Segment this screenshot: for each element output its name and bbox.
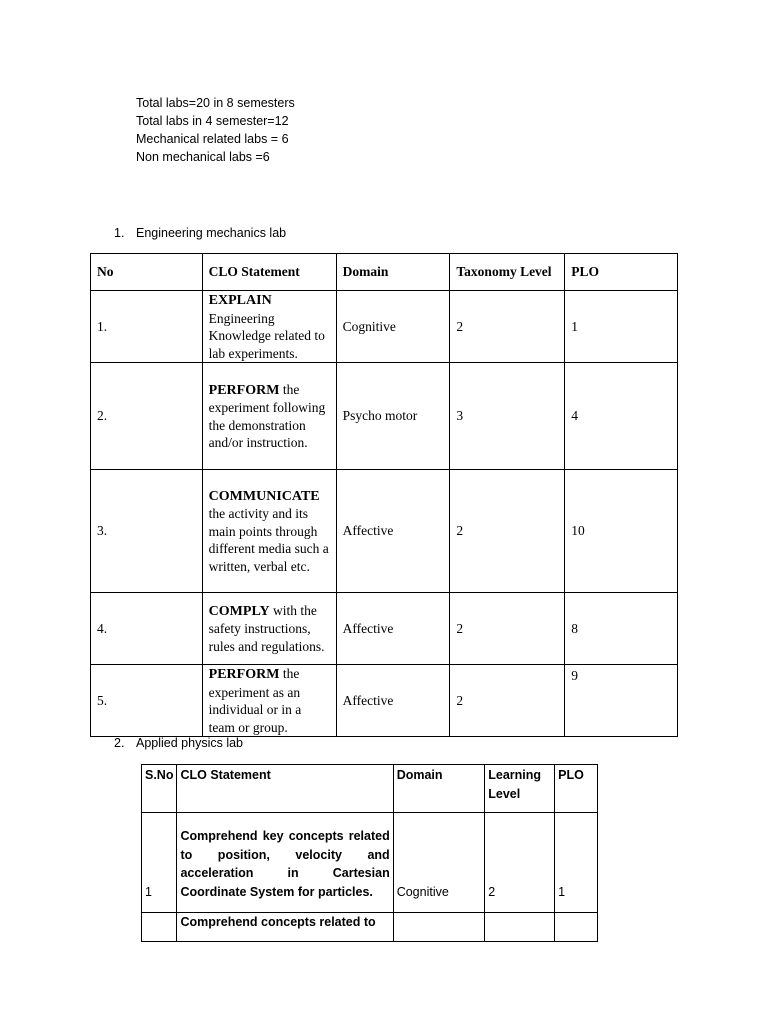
table-row: [91, 291, 678, 363]
statement-text: the experiment as an individual or in a team or group.: [208, 666, 302, 735]
statement-text: the activity and its main points through different media such a written, verbal etc.: [208, 506, 329, 574]
clo-statement: [202, 593, 336, 665]
row-number: 1: [142, 813, 177, 913]
row-number: 5.: [91, 665, 203, 737]
plo-cell: 8: [565, 593, 678, 665]
section-title: Engineering mechanics lab: [136, 226, 287, 240]
column-header: Domain: [393, 765, 485, 813]
column-header: Taxonomy Level: [450, 254, 565, 291]
domain-cell: Cognitive: [336, 291, 450, 363]
summary-line: Non mechanical labs =6: [136, 150, 270, 164]
level-cell: 2: [450, 665, 565, 737]
row-number: 4.: [91, 593, 203, 665]
column-header: CLO Statement: [202, 254, 336, 291]
summary-line: Mechanical related labs = 6: [136, 132, 289, 146]
clo-statement: Comprehend concepts related to: [177, 913, 393, 942]
section-heading-engineering-mechanics: [114, 226, 286, 240]
plo-cell: 10: [565, 470, 678, 593]
table-row: [91, 363, 678, 470]
domain-cell: [393, 913, 485, 942]
action-verb: PERFORM: [208, 382, 280, 398]
table-row: [142, 913, 598, 942]
level-cell: 2: [450, 593, 565, 665]
action-verb: PERFORM: [208, 667, 280, 682]
clo-statement: Comprehend key concepts related to position, velocity and acceleration in Cartesian Coordinate System for particles.: [177, 813, 393, 913]
lab-summary: [136, 94, 295, 166]
table-row: [91, 470, 678, 593]
engineering-mechanics-clo-table: [90, 253, 678, 737]
domain-cell: Cognitive: [393, 813, 485, 913]
plo-cell: [555, 913, 598, 942]
domain-cell: Affective: [336, 470, 450, 593]
statement-text: with the safety instructions, rules and regulations.: [208, 602, 325, 654]
level-cell: [485, 913, 555, 942]
column-header: S.No: [142, 765, 177, 813]
row-number: 2.: [91, 363, 203, 470]
section-heading-applied-physics: [114, 736, 243, 750]
row-number: 3.: [91, 470, 203, 593]
level-cell: 2: [450, 470, 565, 593]
plo-cell: 4: [565, 363, 678, 470]
action-verb: COMMUNICATE: [208, 488, 320, 504]
column-header: Learning Level: [485, 765, 555, 813]
domain-cell: Affective: [336, 593, 450, 665]
row-number: 1.: [91, 291, 203, 363]
domain-cell: Affective: [336, 665, 450, 737]
column-header: PLO: [565, 254, 678, 291]
summary-line: Total labs in 4 semester=12: [136, 114, 289, 128]
section-number: 1.: [114, 226, 125, 240]
clo-statement: [202, 665, 336, 737]
plo-cell: 9: [565, 665, 678, 737]
clo-statement: [202, 470, 336, 593]
table-header-row: [142, 765, 598, 813]
plo-cell: 1: [555, 813, 598, 913]
row-number: [142, 913, 177, 942]
action-verb: COMPLY: [208, 603, 270, 619]
level-cell: 3: [450, 363, 565, 470]
clo-statement: [202, 363, 336, 470]
section-number: 2.: [114, 736, 125, 750]
table-row: [91, 593, 678, 665]
statement-text: the experiment following the demonstration and/or instruction.: [208, 381, 326, 450]
action-verb: EXPLAIN: [208, 293, 272, 308]
section-title: Applied physics lab: [136, 736, 244, 750]
table-header-row: [91, 254, 678, 291]
column-header: No: [91, 254, 203, 291]
column-header: PLO: [555, 765, 598, 813]
domain-cell: Psycho motor: [336, 363, 450, 470]
level-cell: 2: [450, 291, 565, 363]
plo-cell: 1: [565, 291, 678, 363]
column-header: Domain: [336, 254, 450, 291]
column-header: CLO Statement: [177, 765, 393, 813]
summary-line: Total labs=20 in 8 semesters: [136, 96, 295, 110]
level-cell: 2: [485, 813, 555, 913]
table-row: [91, 665, 678, 737]
clo-statement: [202, 291, 336, 363]
applied-physics-clo-table: [141, 764, 598, 942]
table-row: [142, 813, 598, 913]
statement-text: Engineering Knowledge related to lab experiments.: [208, 310, 325, 361]
